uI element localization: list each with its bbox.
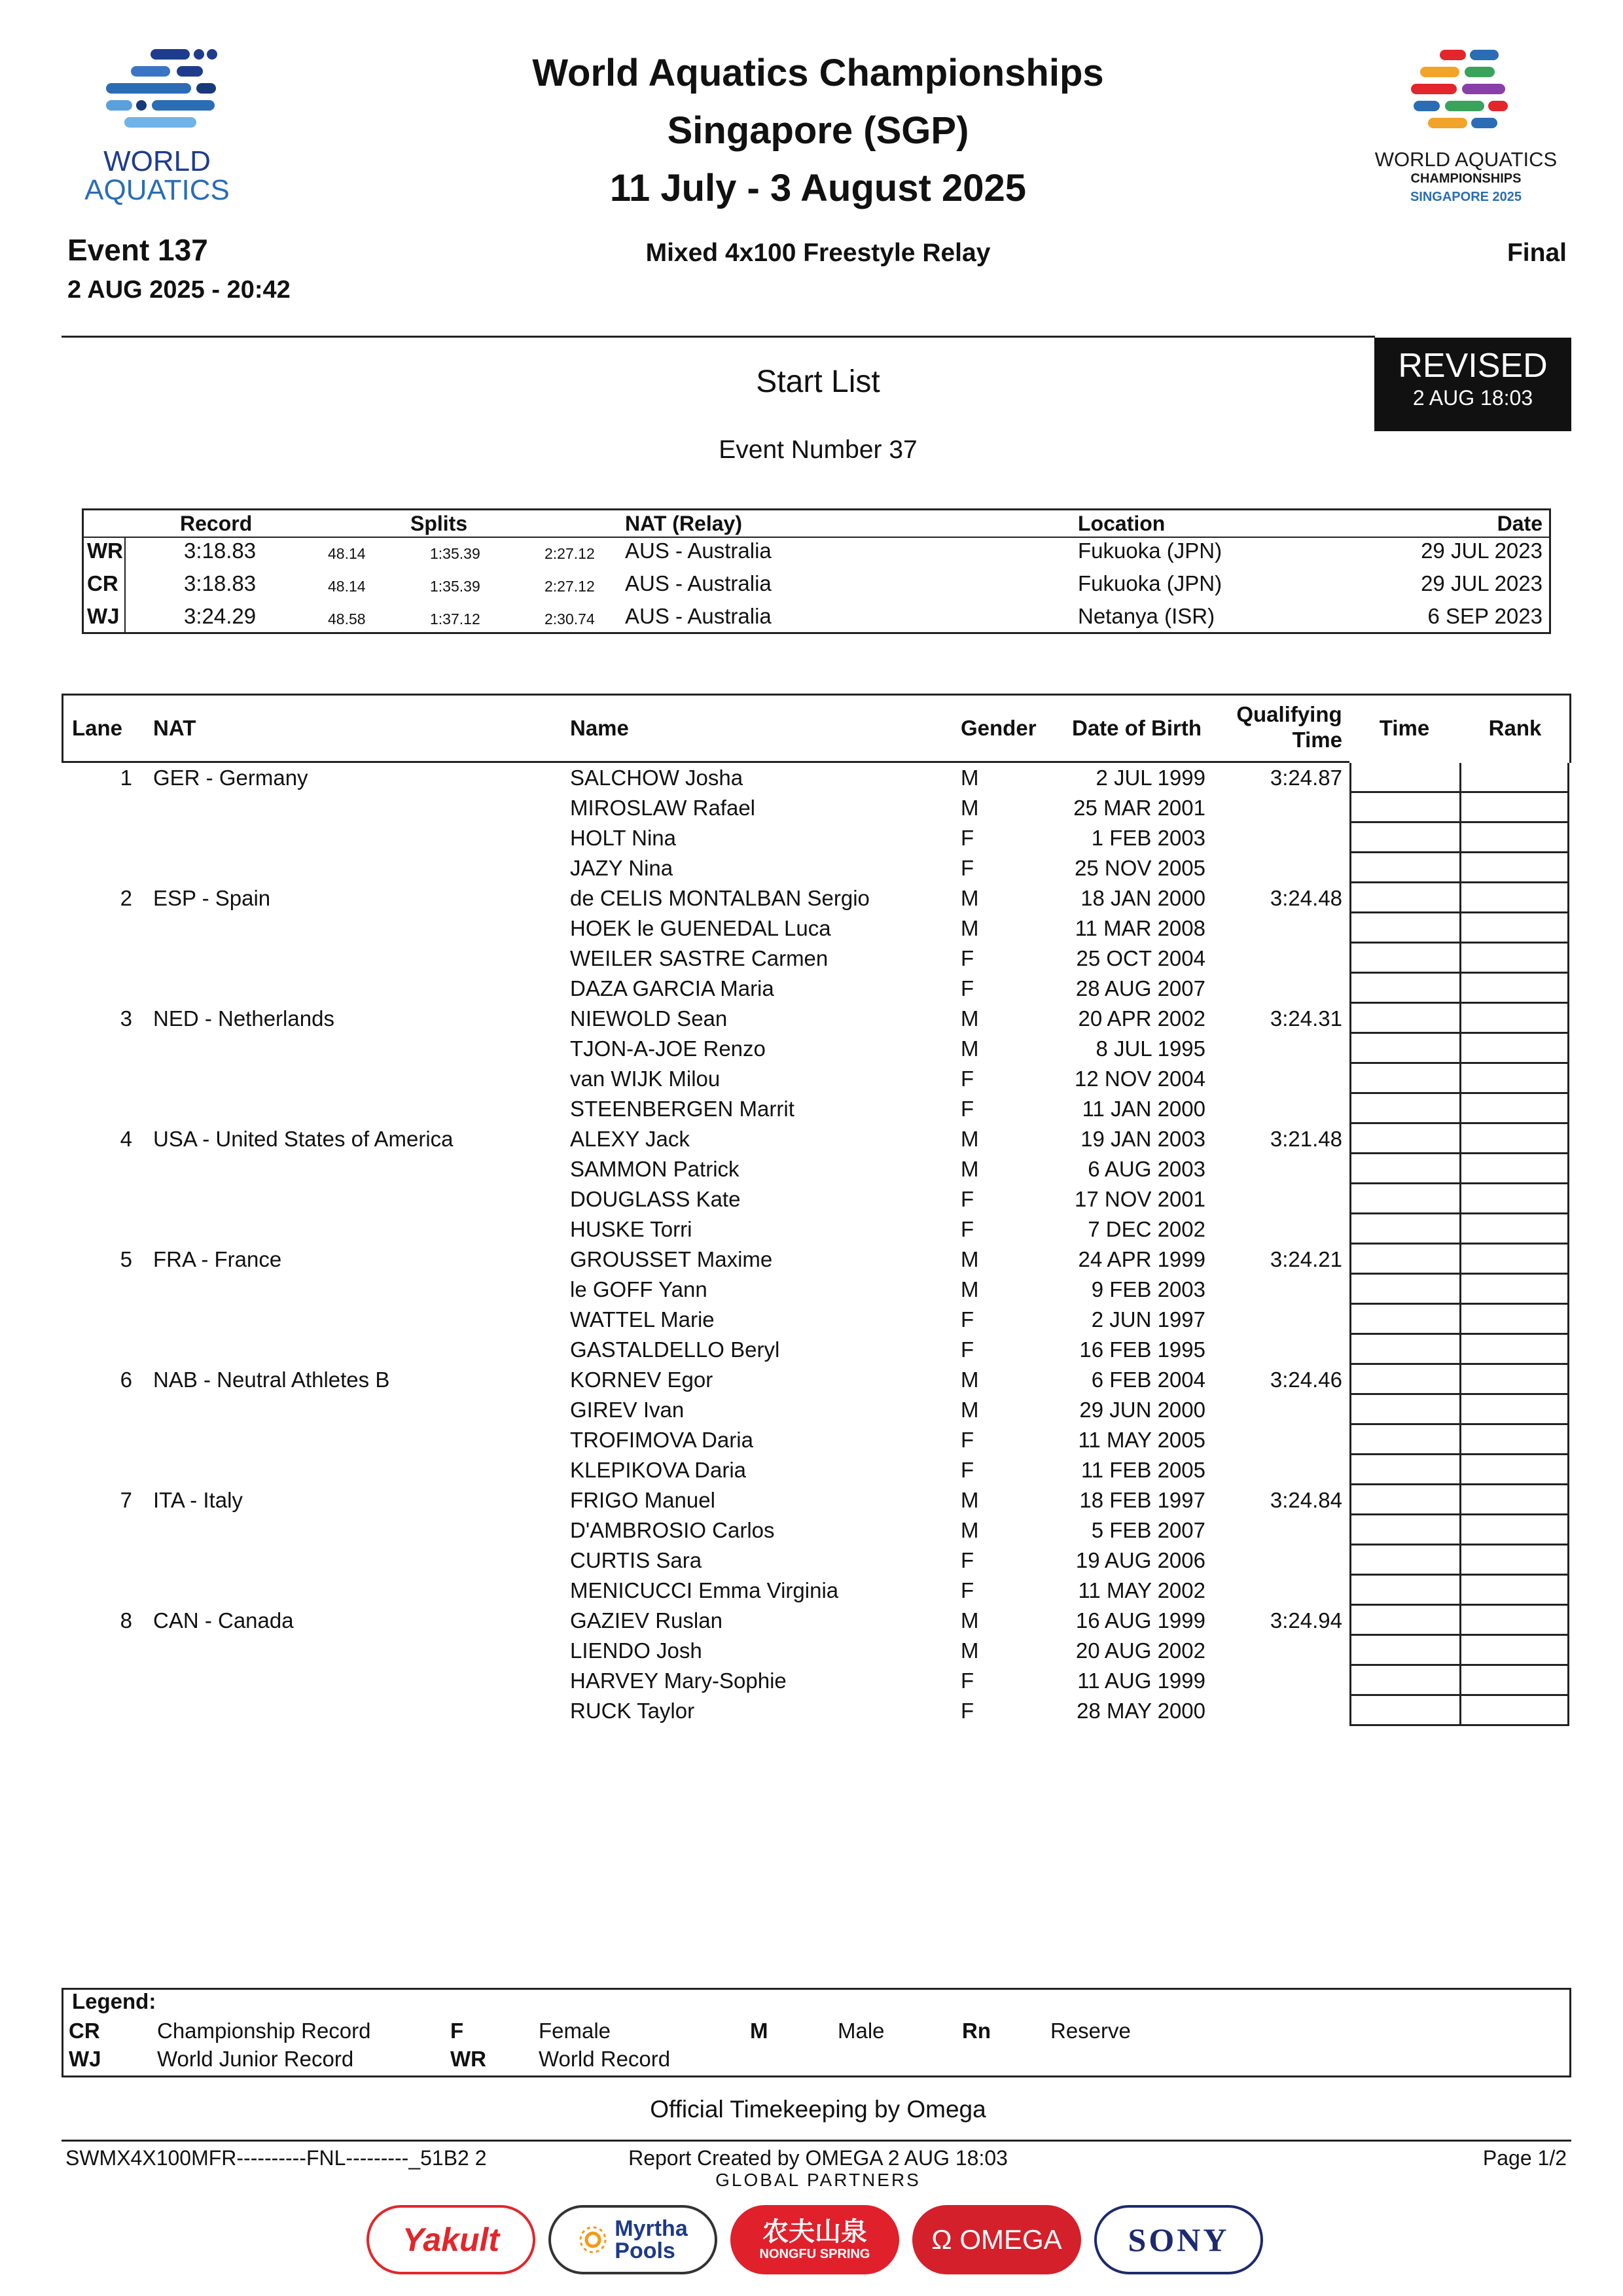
rank-cell (1459, 793, 1569, 823)
record-s2: 1:35.39 (430, 545, 480, 562)
swimmer-dob: 9 FEB 2003 (1091, 1277, 1205, 1301)
time-cell (1349, 944, 1459, 974)
swimmer-dob: 8 JUL 1995 (1096, 1036, 1205, 1061)
time-cell (1349, 763, 1459, 793)
swimmer-dob: 18 JAN 2000 (1080, 886, 1205, 910)
time-cell (1349, 1666, 1459, 1696)
time-cell (1349, 1606, 1459, 1636)
swimmer-name: RUCK Taylor (570, 1699, 695, 1723)
time-cell (1349, 793, 1459, 823)
lane-nat: FRA - France (153, 1247, 282, 1271)
rank-cell (1459, 1696, 1569, 1726)
time-cell (1349, 974, 1459, 1004)
records-table (82, 508, 1551, 634)
swimmer-name: KORNEV Egor (570, 1368, 713, 1392)
swimmer-dob: 5 FEB 2007 (1091, 1518, 1205, 1542)
rank-cell (1459, 913, 1569, 944)
record-location: Fukuoka (JPN) (1078, 571, 1222, 595)
title-line3: 11 July - 3 August 2025 (609, 167, 1027, 209)
footer-divider (62, 2140, 1571, 2142)
swimmer-name: HARVEY Mary-Sophie (570, 1669, 787, 1693)
swimmer-name: STEENBERGEN Marrit (570, 1097, 794, 1121)
swimmer-gender: M (961, 886, 979, 910)
swimmer-dob: 11 JAN 2000 (1082, 1097, 1205, 1121)
records-header-splits: Splits (410, 512, 468, 535)
record-time: 3:24.29 (184, 604, 257, 628)
swimmer-dob: 12 NOV 2004 (1075, 1067, 1205, 1091)
lane-number: 5 (120, 1247, 132, 1271)
record-location: Fukuoka (JPN) (1078, 539, 1222, 563)
swimmer-dob: 29 JUN 2000 (1079, 1398, 1205, 1422)
swimmer-dob: 16 AUG 1999 (1075, 1608, 1205, 1633)
swimmer-gender: M (961, 1638, 979, 1663)
rank-cell (1459, 1064, 1569, 1094)
rank-cell (1459, 1485, 1569, 1515)
swimmer-name: HOEK le GUENEDAL Luca (570, 916, 831, 940)
time-cell (1349, 1395, 1459, 1425)
qualifying-time: 3:24.48 (1270, 886, 1342, 910)
swimmer-name: FRIGO Manuel (570, 1488, 715, 1512)
swimmer-name: DAZA GARCIA Maria (570, 976, 774, 1000)
swimmer-name: van WIJK Milou (570, 1067, 721, 1091)
swimmer-dob: 11 MAY 2002 (1078, 1578, 1205, 1602)
rank-cell (1459, 1576, 1569, 1606)
time-cell (1349, 1545, 1459, 1576)
rank-cell (1459, 1034, 1569, 1064)
omega-wordmark: Ω OMEGA (931, 2224, 1062, 2255)
timekeeping: Official Timekeeping by Omega (650, 2096, 986, 2123)
time-cell (1349, 1034, 1459, 1064)
swimmer-dob: 18 FEB 1997 (1079, 1488, 1205, 1512)
qualifying-time: 3:24.87 (1270, 766, 1342, 790)
lane-number: 4 (120, 1127, 132, 1151)
legend-code-wr: WR (450, 2047, 486, 2071)
swimmer-dob: 20 APR 2002 (1078, 1006, 1205, 1031)
swimmer-gender: F (961, 1337, 974, 1362)
swimmer-gender: M (961, 1488, 979, 1512)
rank-cell (1459, 1545, 1569, 1576)
global-partners-label: GLOBAL PARTNERS (715, 2170, 921, 2190)
lane-number: 1 (120, 766, 132, 790)
swimmer-dob: 2 JUL 1999 (1096, 766, 1205, 790)
swimmer-name: HOLT Nina (570, 826, 677, 850)
championships-logo (1355, 46, 1577, 209)
swimmer-gender: M (961, 766, 979, 790)
swimmer-gender: M (961, 1127, 979, 1151)
col-lane: Lane (72, 716, 123, 740)
swimmer-name: SAMMON Patrick (570, 1157, 740, 1181)
swimmer-gender: F (961, 946, 974, 970)
legend-code-cr: CR (69, 2019, 100, 2043)
swimmer-gender: M (961, 1247, 979, 1271)
col-gender: Gender (961, 716, 1037, 740)
swimmer-gender: F (961, 856, 974, 880)
col-qual-1: Qualifying (1236, 702, 1342, 726)
qualifying-time: 3:24.31 (1270, 1006, 1342, 1031)
qualifying-time: 3:21.48 (1270, 1127, 1342, 1151)
records-header-date: Date (1497, 512, 1543, 535)
swimmer-gender: M (961, 796, 979, 820)
swimmer-dob: 11 FEB 2005 (1080, 1458, 1205, 1482)
swimmer-gender: F (961, 1187, 974, 1211)
event-datetime: 2 AUG 2025 - 20:42 (67, 276, 291, 304)
time-cell (1349, 1576, 1459, 1606)
rank-cell (1459, 763, 1569, 793)
swimmer-name: LIENDO Josh (570, 1638, 702, 1663)
time-cell (1349, 1124, 1459, 1154)
lane-number: 7 (120, 1488, 132, 1512)
records-header-rule (82, 537, 1551, 538)
legend-text-wr: World Record (539, 2047, 671, 2071)
col-nat: NAT (153, 716, 196, 740)
record-code: CR (87, 571, 118, 595)
swimmer-dob: 25 NOV 2005 (1075, 856, 1205, 880)
time-cell (1349, 853, 1459, 883)
swimmer-gender: M (961, 1518, 979, 1542)
swimmer-dob: 20 AUG 2002 (1075, 1638, 1205, 1663)
qualifying-time: 3:24.94 (1270, 1608, 1342, 1633)
time-cell (1349, 1094, 1459, 1124)
myrtha-sun-icon (578, 2225, 608, 2255)
yakult-wordmark: Yakult (402, 2221, 500, 2258)
swimmer-name: HUSKE Torri (570, 1217, 692, 1241)
col-dob: Date of Birth (1072, 716, 1202, 740)
time-cell (1349, 1335, 1459, 1365)
rank-cell (1459, 1636, 1569, 1666)
doc-title: Start List (756, 364, 880, 399)
swimmer-gender: F (961, 976, 974, 1000)
time-cell (1349, 913, 1459, 944)
col-qual-2: Time (1292, 728, 1342, 752)
rank-cell (1459, 1335, 1569, 1365)
rank-cell (1459, 1245, 1569, 1275)
swimmer-name: de CELIS MONTALBAN Sergio (570, 886, 870, 910)
record-s1: 48.58 (328, 610, 366, 627)
records-header-location: Location (1078, 512, 1166, 535)
revised-label: REVISED (1398, 347, 1548, 385)
swimmer-name: SALCHOW Josha (570, 766, 743, 790)
swimmer-name: DOUGLASS Kate (570, 1187, 741, 1211)
legend-code-wj: WJ (69, 2047, 101, 2071)
rank-cell (1459, 1214, 1569, 1245)
swimmer-name: GIREV Ivan (570, 1398, 685, 1422)
swimmer-gender: F (961, 1548, 974, 1572)
rank-cell (1459, 1124, 1569, 1154)
time-cell (1349, 1425, 1459, 1455)
swimmer-gender: F (961, 1458, 974, 1482)
record-nat: AUS - Australia (625, 571, 772, 595)
lane-number: 6 (120, 1368, 132, 1392)
swimmer-gender: M (961, 1368, 979, 1392)
event-label: Event 137 (67, 233, 208, 267)
swimmer-dob: 2 JUN 1997 (1091, 1307, 1205, 1332)
record-s3: 2:30.74 (544, 610, 595, 627)
revised-date: 2 AUG 18:03 (1412, 386, 1533, 410)
swimmer-dob: 6 AUG 2003 (1088, 1157, 1205, 1181)
sponsor-myrtha-logo (548, 2205, 717, 2274)
sponsor-omega-logo (912, 2205, 1081, 2274)
record-code: WJ (87, 604, 120, 628)
swimmer-name: MENICUCCI Emma Virginia (570, 1578, 839, 1602)
left-logo-line1: WORLD (103, 145, 211, 177)
swimmer-name: WEILER SASTRE Carmen (570, 946, 829, 970)
left-logo-line2: AQUATICS (84, 174, 230, 206)
swimmer-dob: 1 FEB 2003 (1091, 826, 1205, 850)
time-cell (1349, 1515, 1459, 1545)
time-cell (1349, 1696, 1459, 1726)
rank-cell (1459, 1395, 1569, 1425)
swimmer-name: le GOFF Yann (570, 1277, 707, 1301)
time-cell (1349, 1004, 1459, 1034)
legend-title: Legend: (72, 1989, 156, 2013)
rank-cell (1459, 974, 1569, 1004)
record-time: 3:18.83 (184, 539, 257, 563)
record-s3: 2:27.12 (544, 578, 595, 595)
record-date: 29 JUL 2023 (1421, 571, 1543, 595)
swimmer-dob: 16 FEB 1995 (1079, 1337, 1205, 1362)
time-cell (1349, 1485, 1459, 1515)
lane-number: 8 (120, 1608, 132, 1633)
legend-text-m: Male (838, 2019, 885, 2043)
swimmer-dob: 28 MAY 2000 (1077, 1699, 1205, 1723)
legend-text-rn: Reserve (1050, 2019, 1131, 2043)
swimmer-dob: 6 FEB 2004 (1091, 1368, 1205, 1392)
swimmer-name: CURTIS Sara (570, 1548, 702, 1572)
right-logo-line1: WORLD AQUATICS (1374, 148, 1558, 171)
legend-text-wj: World Junior Record (157, 2047, 354, 2071)
time-cell (1349, 1064, 1459, 1094)
time-cell (1349, 1184, 1459, 1214)
sponsor-yakult-logo (366, 2205, 535, 2274)
event-name: Mixed 4x100 Freestyle Relay (645, 239, 991, 267)
time-cell (1349, 823, 1459, 853)
swimmer-dob: 24 APR 1999 (1078, 1247, 1205, 1271)
rank-cell (1459, 1275, 1569, 1305)
world-aquatics-logo (65, 43, 249, 206)
swimmer-name: WATTEL Marie (570, 1307, 715, 1332)
col-rank: Rank (1488, 716, 1542, 740)
record-s1: 48.14 (328, 578, 366, 595)
swimmer-gender: F (961, 826, 974, 850)
time-cell (1349, 1275, 1459, 1305)
swimmer-dob: 19 JAN 2003 (1080, 1127, 1205, 1151)
lane-nat: CAN - Canada (153, 1608, 294, 1633)
title-line2: Singapore (SGP) (667, 109, 969, 152)
lane-nat: USA - United States of America (153, 1127, 454, 1151)
lane-nat: GER - Germany (153, 766, 308, 790)
swimmer-gender: F (961, 1669, 974, 1693)
records-code-rule (124, 537, 126, 634)
swimmer-name: KLEPIKOVA Daria (570, 1458, 747, 1482)
record-nat: AUS - Australia (625, 539, 772, 563)
legend-code-m: M (750, 2019, 768, 2043)
rank-cell (1459, 944, 1569, 974)
revised-badge (1374, 338, 1571, 431)
swimmer-gender: F (961, 1067, 974, 1091)
world-aquatics-mark-icon (65, 43, 249, 141)
swimmer-name: GASTALDELLO Beryl (570, 1337, 780, 1362)
swimmer-dob: 25 MAR 2001 (1073, 796, 1205, 820)
rank-cell (1459, 1305, 1569, 1335)
rank-cell (1459, 1184, 1569, 1214)
record-time: 3:18.83 (184, 571, 257, 595)
lane-number: 2 (120, 886, 132, 910)
swimmer-name: TROFIMOVA Daria (570, 1428, 753, 1452)
swimmer-dob: 25 OCT 2004 (1076, 946, 1205, 970)
swimmer-name: D'AMBROSIO Carlos (570, 1518, 775, 1542)
record-s2: 1:35.39 (430, 578, 480, 595)
record-s2: 1:37.12 (430, 610, 480, 627)
records-header-record: Record (180, 512, 253, 535)
rank-cell (1459, 1606, 1569, 1636)
swimmer-gender: M (961, 1006, 979, 1031)
swimmer-dob: 7 DEC 2002 (1088, 1217, 1205, 1241)
legend-code-f: F (450, 2019, 464, 2043)
record-s3: 2:27.12 (544, 545, 595, 562)
time-cell (1349, 1636, 1459, 1666)
swimmer-name: JAZY Nina (570, 856, 673, 880)
sponsor-nongfu-logo (730, 2205, 899, 2274)
rank-cell (1459, 1154, 1569, 1184)
swimmer-gender: M (961, 1277, 979, 1301)
time-cell (1349, 883, 1459, 913)
swimmer-gender: F (961, 1578, 974, 1602)
lane-nat: ESP - Spain (153, 886, 271, 910)
swimmer-name: TJON-A-JOE Renzo (570, 1036, 766, 1061)
event-phase: Final (1507, 239, 1567, 267)
myrtha-word: Myrtha (615, 2216, 688, 2241)
swimmer-dob: 11 MAR 2008 (1075, 916, 1205, 940)
swimmer-dob: 11 MAY 2005 (1078, 1428, 1205, 1452)
record-date: 6 SEP 2023 (1427, 604, 1543, 628)
nongfu-chinese: 农夫山泉 (762, 2217, 867, 2246)
rank-cell (1459, 1455, 1569, 1485)
rank-cell (1459, 1666, 1569, 1696)
lane-nat: NAB - Neutral Athletes B (153, 1368, 390, 1392)
swimmer-gender: M (961, 1157, 979, 1181)
rank-cell (1459, 1425, 1569, 1455)
time-cell (1349, 1154, 1459, 1184)
swimmer-gender: M (961, 916, 979, 940)
footer-page: Page 1/2 (1482, 2146, 1567, 2170)
swimmer-gender: M (961, 1398, 979, 1422)
swimmer-dob: 11 AUG 1999 (1077, 1669, 1205, 1693)
legend-text-cr: Championship Record (157, 2019, 371, 2043)
qualifying-time: 3:24.84 (1270, 1488, 1342, 1512)
event-number: Event Number 37 (719, 436, 918, 464)
qualifying-time: 3:24.46 (1270, 1368, 1342, 1392)
rank-cell (1459, 1515, 1569, 1545)
time-cell (1349, 1455, 1459, 1485)
right-logo-line3: SINGAPORE 2025 (1410, 190, 1522, 204)
title-line1: World Aquatics Championships (532, 52, 1104, 94)
time-cell (1349, 1365, 1459, 1395)
right-logo-line2: CHAMPIONSHIPS (1410, 171, 1522, 186)
records-header-nat: NAT (Relay) (625, 512, 742, 535)
legend-text-f: Female (539, 2019, 611, 2043)
swimmer-dob: 17 NOV 2001 (1075, 1187, 1205, 1211)
swimmer-name: NIEWOLD Sean (570, 1006, 728, 1031)
swimmer-gender: M (961, 1608, 979, 1633)
rank-cell (1459, 1004, 1569, 1034)
footer-code: SWMX4X100MFR----------FNL---------_51B2 2 (65, 2146, 487, 2170)
qualifying-time: 3:24.21 (1270, 1247, 1342, 1271)
championships-mark-icon (1355, 46, 1577, 137)
record-date: 29 JUL 2023 (1421, 539, 1543, 563)
swimmer-name: GAZIEV Ruslan (570, 1608, 722, 1633)
pools-word: Pools (615, 2238, 675, 2263)
record-location: Netanya (ISR) (1078, 604, 1215, 628)
swimmer-dob: 19 AUG 2006 (1075, 1548, 1205, 1572)
lane-nat: ITA - Italy (153, 1488, 243, 1512)
col-name: Name (570, 716, 629, 740)
rank-cell (1459, 883, 1569, 913)
rank-cell (1459, 1365, 1569, 1395)
header-divider (62, 336, 1375, 338)
col-time: Time (1379, 716, 1430, 740)
swimmer-gender: F (961, 1699, 974, 1723)
time-cell (1349, 1245, 1459, 1275)
record-code: WR (87, 539, 123, 563)
swimmer-name: MIROSLAW Rafael (570, 796, 756, 820)
rank-cell (1459, 1094, 1569, 1124)
swimmer-gender: F (961, 1307, 974, 1332)
time-cell (1349, 1214, 1459, 1245)
swimmer-name: GROUSSET Maxime (570, 1247, 773, 1271)
time-cell (1349, 1305, 1459, 1335)
rank-cell (1459, 823, 1569, 853)
sony-wordmark: SONY (1128, 2221, 1230, 2258)
lane-number: 3 (120, 1006, 132, 1031)
footer-report: Report Created by OMEGA 2 AUG 18:03 (628, 2146, 1008, 2170)
record-nat: AUS - Australia (625, 604, 772, 628)
swimmer-dob: 28 AUG 2007 (1075, 976, 1205, 1000)
rank-cell (1459, 853, 1569, 883)
swimmer-gender: M (961, 1036, 979, 1061)
record-s1: 48.14 (328, 545, 366, 562)
swimmer-name: ALEXY Jack (570, 1127, 690, 1151)
swimmer-gender: F (961, 1097, 974, 1121)
nongfu-english: NONGFU SPRING (759, 2247, 870, 2261)
swimmer-gender: F (961, 1217, 974, 1241)
sponsor-sony-logo (1094, 2205, 1263, 2274)
lane-nat: NED - Netherlands (153, 1006, 334, 1031)
legend-code-rn: Rn (962, 2019, 991, 2043)
swimmer-gender: F (961, 1428, 974, 1452)
